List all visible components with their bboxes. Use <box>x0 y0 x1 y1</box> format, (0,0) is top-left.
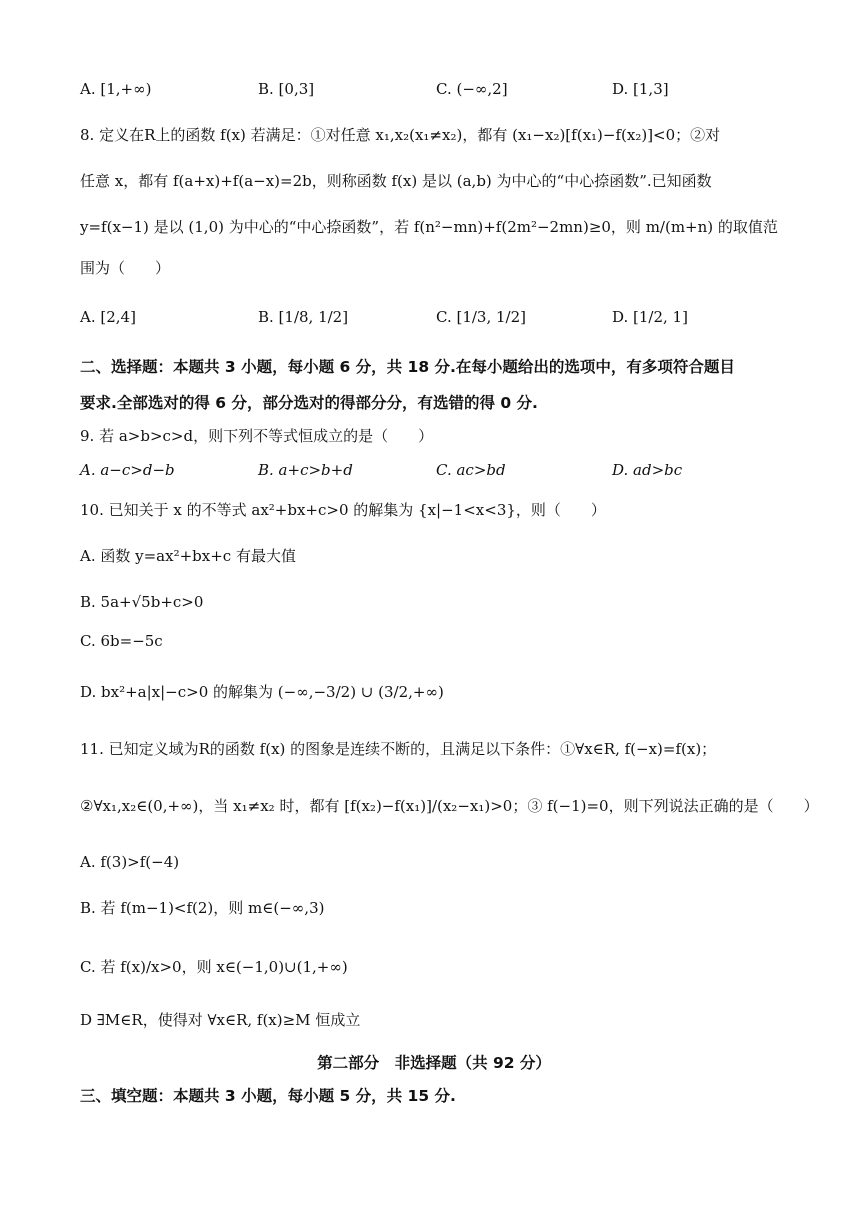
q9-option-d: D. ad>bc <box>612 461 683 479</box>
q8-line-2: 任意 x，都有 f(a+x)+f(a−x)=2b，则称函数 f(x) 是以 (a,b) 为中心的“中心捺函数”.已知函数 <box>80 172 712 190</box>
q7-option-c: C. (−∞,2] <box>436 80 508 98</box>
q11-option-c: C. 若 f(x)/x>0，则 x∈(−1,0)∪(1,+∞) <box>80 958 348 976</box>
q11-line-2: ②∀x₁,x₂∈(0,+∞)，当 x₁≠x₂ 时，都有 [f(x₂)−f(x₁)]/(x₂−x₁)>0；③ f(−1)=0，则下列说法正确的是（ ） <box>80 797 819 815</box>
q7-option-b: B. [0,3] <box>258 80 315 98</box>
q8-option-d: D. [1/2, 1] <box>612 308 688 326</box>
q8-option-a: A. [2,4] <box>80 308 136 326</box>
q8-option-b: B. [1/8, 1/2] <box>258 308 349 326</box>
q7-option-a: A. [1,+∞) <box>80 80 152 98</box>
q9-option-a: A. a−c>d−b <box>80 461 175 479</box>
q8-line-4: 围为（ ） <box>80 259 171 277</box>
q11-option-d: D ∃M∈R，使得对 ∀x∈R, f(x)≥M 恒成立 <box>80 1011 361 1029</box>
q10-stem: 10. 已知关于 x 的不等式 ax²+bx+c>0 的解集为 {x|−1<x<3}，则（ ） <box>80 501 606 519</box>
q10-option-b: B. 5a+√5b+c>0 <box>80 593 204 611</box>
q11-option-b: B. 若 f(m−1)<f(2)，则 m∈(−∞,3) <box>80 899 325 917</box>
q9-option-b: B. a+c>b+d <box>258 461 353 479</box>
q8-option-c: C. [1/3, 1/2] <box>436 308 526 326</box>
q9-option-c: C. ac>bd <box>436 461 506 479</box>
part-2-title: 第二部分 非选择题（共 92 分） <box>317 1054 551 1072</box>
q8-line-3: y=f(x−1) 是以 (1,0) 为中心的“中心捺函数”，若 f(n²−mn)+f(2m²−2mn)≥0，则 m/(m+n) 的取值范 <box>80 218 778 236</box>
q11-option-a: A. f(3)>f(−4) <box>80 853 180 871</box>
q7-option-d: D. [1,3] <box>612 80 669 98</box>
q8-line-1: 8. 定义在R上的函数 f(x) 若满足：①对任意 x₁,x₂(x₁≠x₂)，都有 (x₁−x₂)[f(x₁)−f(x₂)]<0；②对 <box>80 126 721 144</box>
q10-option-d: D. bx²+a|x|−c>0 的解集为 (−∞,−3/2) ∪ (3/2,+∞) <box>80 683 444 701</box>
section-2-heading-line-1: 二、选择题：本题共 3 小题，每小题 6 分，共 18 分.在每小题给出的选项中，有多项符合题目 <box>80 358 735 376</box>
q11-line-1: 11. 已知定义域为R的函数 f(x) 的图象是连续不断的，且满足以下条件：①∀x∈R, f(−x)=f(x)； <box>80 740 717 758</box>
q9-stem: 9. 若 a>b>c>d，则下列不等式恒成立的是（ ） <box>80 427 434 445</box>
q10-option-c: C. 6b=−5c <box>80 632 163 650</box>
section-2-heading-line-2: 要求.全部选对的得 6 分，部分选对的得部分分，有选错的得 0 分. <box>80 394 538 412</box>
section-3-heading: 三、填空题：本题共 3 小题，每小题 5 分，共 15 分. <box>80 1087 456 1105</box>
q10-option-a: A. 函数 y=ax²+bx+c 有最大值 <box>80 547 296 565</box>
